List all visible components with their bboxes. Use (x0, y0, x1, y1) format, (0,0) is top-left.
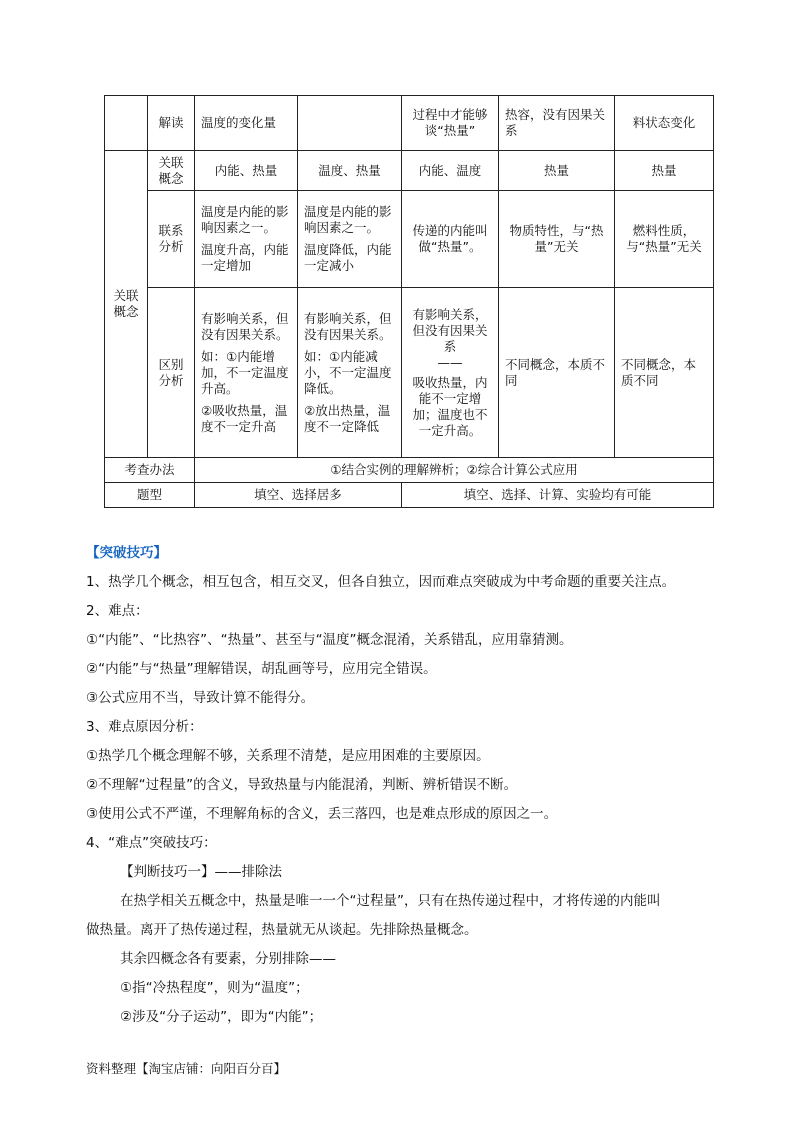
cell-paragraph: 吸收热量，内能不一定增加；温度也不一定升高。 (412, 374, 488, 438)
row-label-lianxi: 联系分析 (148, 191, 195, 288)
table-cell: 传递的内能叫做“热量”。 (402, 191, 499, 288)
concept-table (104, 95, 714, 508)
table-cell: 不同概念，本质不同 (499, 288, 615, 458)
table-cell (195, 191, 298, 288)
paragraph: ②涉及“分子运动”，即为“内能”； (120, 1009, 323, 1025)
table-row-lianxi (105, 191, 714, 288)
paragraph: 做热量。离开了热传递过程，热量就无从谈起。先排除热量概念。 (86, 922, 478, 938)
paragraph: 其余四概念各有要素，分别排除—— (120, 951, 336, 967)
paragraph: 3、难点原因分析： (86, 719, 203, 735)
group-label-guanlian: 关联概念 (105, 151, 148, 458)
cell-paragraph: 温度降低，内能一定减小 (304, 242, 392, 273)
row-label-guanlian: 关联概念 (148, 151, 195, 191)
paragraph: ①指“冷热程度”，则为“温度”； (120, 980, 309, 996)
paragraph: 在热学相关五概念中，热量是唯一一个“过程量”，只有在热传递过程中，才将传递的内能叫 (120, 893, 661, 909)
cell-paragraph: 温度升高，内能一定增加 (201, 242, 289, 273)
table-cell: 温度、热量 (298, 151, 402, 191)
table-cell (298, 191, 402, 288)
table-row-jiedu (105, 96, 714, 151)
paragraph: 【判断技巧一】——排除法 (120, 864, 282, 880)
paragraph: ③使用公式不严谨，不理解角标的含义，丢三落四，也是难点形成的原因之一。 (86, 806, 558, 822)
table-cell: 内能、温度 (402, 151, 499, 191)
table-cell (298, 288, 402, 458)
table-row-guanlian (105, 151, 714, 191)
table-cell: 热量 (499, 151, 615, 191)
paragraph: ①热学几个概念理解不够，关系理不清楚，是应用困难的主要原因。 (86, 748, 490, 764)
cell-paragraph: 温度是内能的影响因素之一。 (201, 204, 289, 235)
table-cell: 内能、热量 (195, 151, 298, 191)
cell-paragraph: 有影响关系，但没有因果关系。 (304, 310, 392, 342)
cell-paragraph: 如：①内能减小，不一定温度降低。 (304, 348, 392, 396)
page-footer: 资料整理【淘宝店铺：向阳百分百】 (86, 1061, 287, 1076)
table-cell: 填空、选择居多 (195, 483, 402, 508)
table-cell (298, 96, 402, 151)
cell-paragraph: 如：①内能增加，不一定温度升高。 (201, 348, 289, 396)
table-cell: 燃料性质，与“热量”无关 (615, 191, 714, 288)
cell-paragraph: ②放出热量，温度不一定降低 (304, 402, 391, 434)
table-cell: 过程中才能够谈“热量” (402, 96, 499, 151)
row-label-kaocha: 考查办法 (105, 458, 195, 483)
paragraph: 4、“难点”突破技巧： (86, 835, 217, 851)
cell-paragraph: 有影响关系，但没有因果关系 (412, 306, 488, 354)
table-cell: 料状态变化 (615, 96, 714, 151)
table-row-kaocha (105, 458, 714, 483)
cell-paragraph: —— (437, 354, 463, 370)
table-cell: 不同概念，本质不同 (615, 288, 714, 458)
section-heading: 【突破技巧】 (86, 545, 167, 561)
table-cell (195, 288, 298, 458)
paragraph: ②“内能”与“热量”理解错误，胡乱画等号，应用完全错误。 (86, 661, 437, 677)
paragraph: 2、难点： (86, 603, 149, 619)
cell-paragraph: 有影响关系，但没有因果关系。 (201, 310, 289, 342)
row-label-jiedu: 解读 (148, 96, 195, 151)
row-label-tixing: 题型 (105, 483, 195, 508)
paragraph: 1、热学几个概念，相互包含，相互交叉，但各自独立，因而难点突破成为中考命题的重要关注点。 (86, 574, 676, 590)
table-cell (402, 288, 499, 458)
paragraph: ②不理解“过程量”的含义，导致热量与内能混淆，判断、辨析错误不断。 (86, 777, 518, 793)
paragraph: ①“内能”、“比热容”、“热量”、甚至与“温度”概念混淆，关系错乱，应用靠猜测。 (86, 632, 573, 648)
table-cell: 填空、选择、计算、实验均有可能 (402, 483, 714, 508)
table-cell: 温度的变化量 (195, 96, 298, 151)
table-cell: 热量 (615, 151, 714, 191)
table-cell: 物质特性，与“热量”无关 (499, 191, 615, 288)
paragraph: ③公式应用不当，导致计算不能得分。 (86, 690, 315, 706)
table-cell: 热容，没有因果关系 (499, 96, 615, 151)
table-cell: ①结合实例的理解辨析；②综合计算公式应用 (195, 458, 714, 483)
cell-paragraph: ②吸收热量，温度不一定升高 (201, 402, 288, 434)
table-cell-empty (105, 96, 148, 151)
table-row-tixing (105, 483, 714, 508)
table-row-qubie (105, 288, 714, 458)
row-label-qubie: 区别分析 (148, 288, 195, 458)
cell-paragraph: 温度是内能的影响因素之一。 (304, 204, 392, 235)
